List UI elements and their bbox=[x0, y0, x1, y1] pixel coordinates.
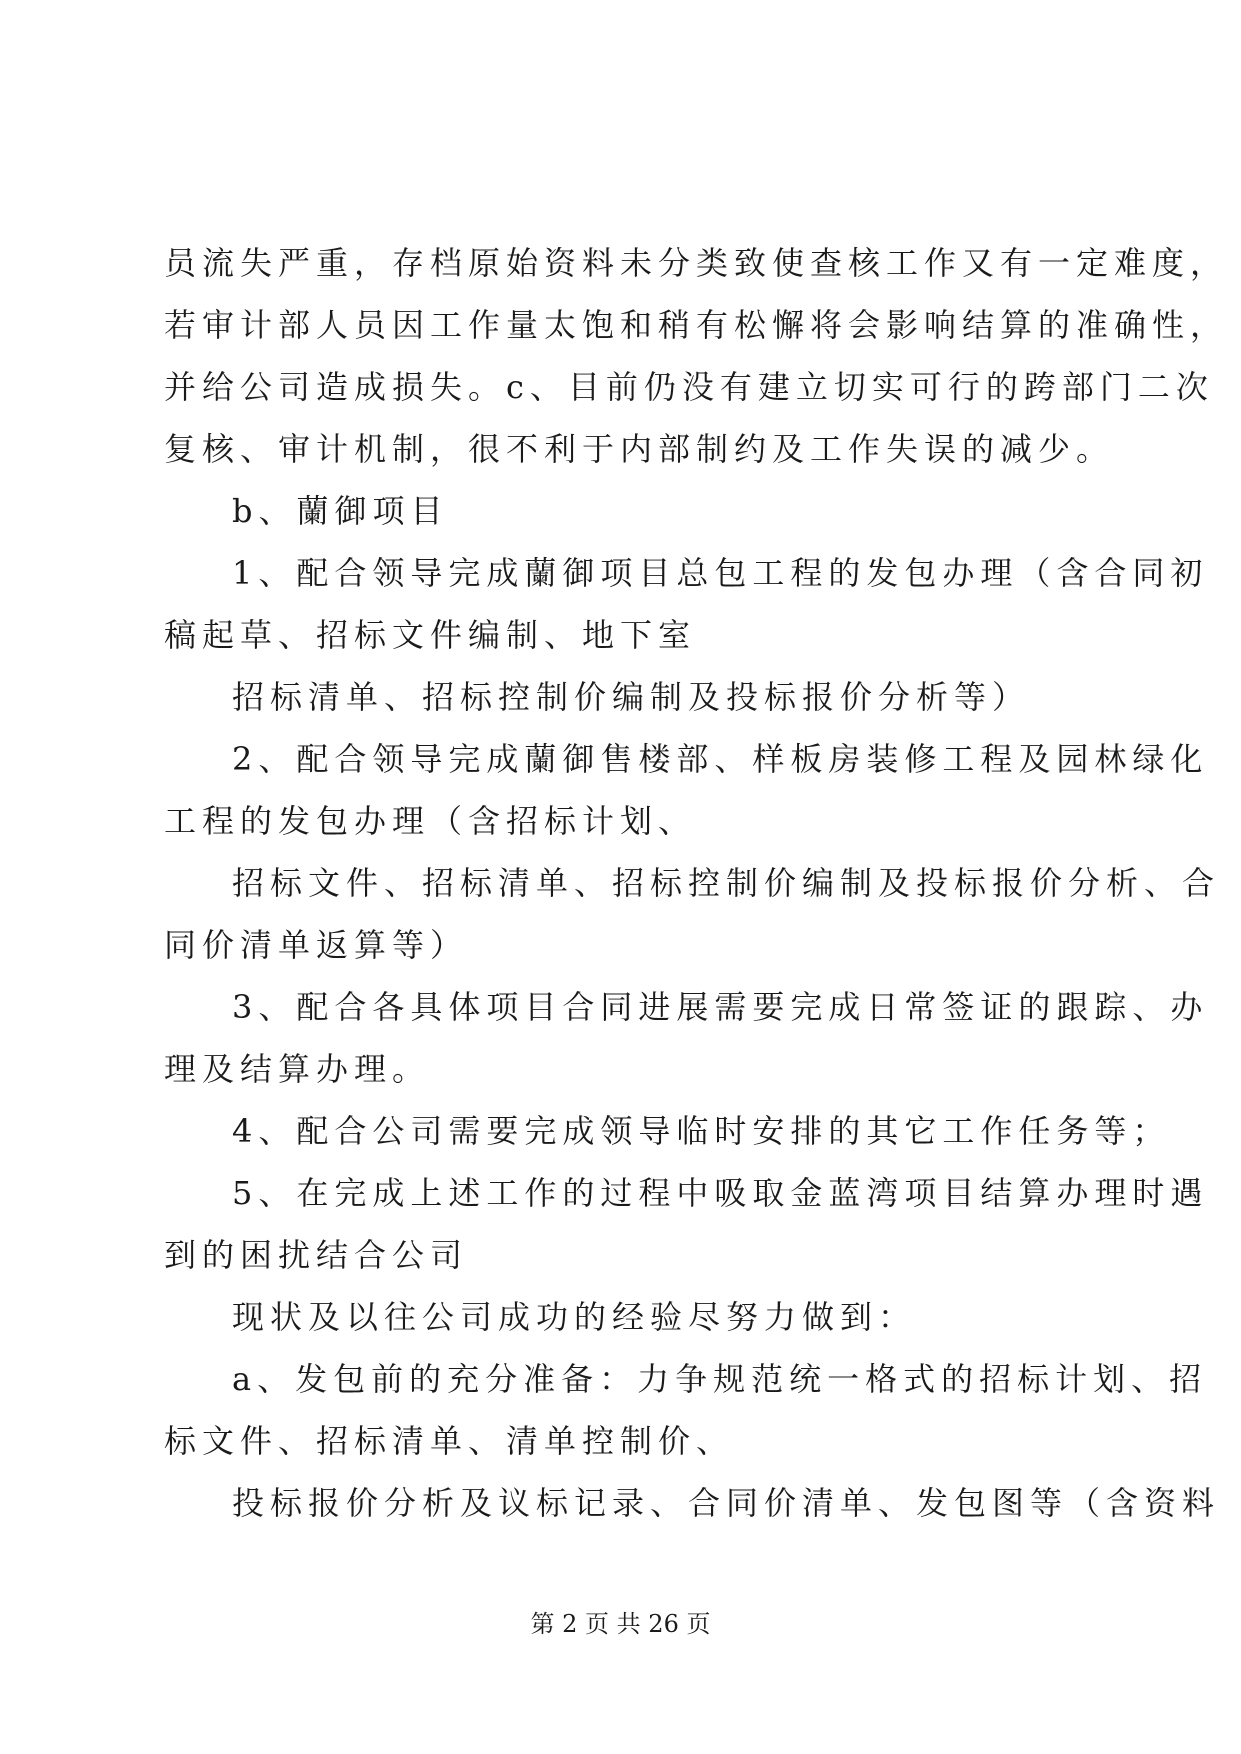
body-line-16: 5、在完成上述工作的过程中吸取金蓝湾项目结算办理时遇 bbox=[232, 1174, 1209, 1212]
body-line-21: 投标报价分析及议标记录、合同价清单、发包图等（含资料 bbox=[232, 1484, 1221, 1522]
body-line-15: 4、配合公司需要完成领导临时安排的其它工作任务等； bbox=[232, 1112, 1171, 1150]
page-footer bbox=[0, 1604, 1241, 1639]
body-line-5: b、蘭御项目 bbox=[232, 492, 449, 530]
page-number-label: 第 2 页 共 26 页 bbox=[530, 1610, 711, 1638]
body-line-19: a、发包前的充分准备：力争规范统一格式的招标计划、招 bbox=[232, 1360, 1208, 1398]
body-line-6: 1、配合领导完成蘭御项目总包工程的发包办理（含合同初 bbox=[232, 554, 1209, 592]
document-body bbox=[164, 232, 1229, 1534]
body-line-20: 标文件、招标清单、清单控制价、 bbox=[164, 1422, 735, 1460]
body-line-11: 招标文件、招标清单、招标控制价编制及投标报价分析、合 bbox=[232, 864, 1221, 902]
body-line-4: 复核、审计机制，很不利于内部制约及工作失误的减少。 bbox=[164, 430, 1115, 468]
body-line-7: 稿起草、招标文件编制、地下室 bbox=[164, 616, 697, 654]
body-line-12: 同价清单返算等） bbox=[164, 926, 469, 964]
body-line-2: 若审计部人员因工作量太饱和稍有松懈将会影响结算的准确性， bbox=[164, 306, 1229, 344]
body-line-17: 到的困扰结合公司 bbox=[164, 1236, 469, 1274]
body-line-18: 现状及以往公司成功的经验尽努力做到： bbox=[232, 1298, 917, 1336]
body-line-1: 员流失严重，存档原始资料未分类致使查核工作又有一定难度， bbox=[164, 244, 1229, 282]
body-line-14: 理及结算办理。 bbox=[164, 1050, 431, 1088]
body-line-13: 3、配合各具体项目合同进展需要完成日常签证的跟踪、办 bbox=[232, 988, 1209, 1026]
body-line-8: 招标清单、招标控制价编制及投标报价分析等） bbox=[232, 678, 1031, 716]
body-line-9: 2、配合领导完成蘭御售楼部、样板房装修工程及园林绿化 bbox=[232, 740, 1209, 778]
body-line-3: 并给公司造成损失。c、目前仍没有建立切实可行的跨部门二次 bbox=[164, 368, 1214, 406]
body-line-10: 工程的发包办理（含招标计划、 bbox=[164, 802, 697, 840]
